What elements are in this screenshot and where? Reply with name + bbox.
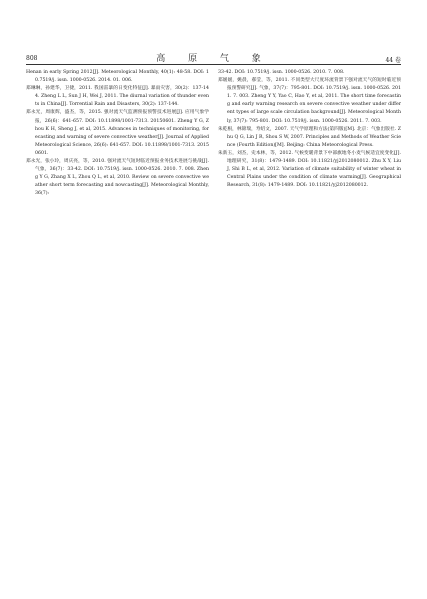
reference-entry: 郑永光，周康辉，盛杰，等，2015. 强对流天气监测预报预警技术进展[J]. 应用气象学报，26(6)：641-657. DOI: 10.11898/1001-7313. 20150601. Zheng Y G, Zhou K H, Sheng J, et al, 2015. Advances in techniques of monitoring, forecasting and warning of severe convective weather[J]. Journal of Applied Meteorological Science, 26(6): 641-657. DOI: 10.11898/1001-7313. 20150601. (26, 110, 209, 156)
reference-entry: 33-42. DOI: 10.7519/j. issn. 1000-0526. 2010. 7. 008. (218, 70, 345, 75)
reference-entry: 郑永光，张小玲，周庆亮，等，2010. 强对流天气短时临近预报业务技术进展与挑战[J]. 气象，36(7)：33-42. DOI: 10.7519/j. issn. 1000-0526. 2010. 7. 008. Zheng Y G, Zhang X L, Zhou Q L, et al, 2010. Review on severe convective weather short term forecasting and nowcasting[J]. Meteorological Monthly, 36(7): (26, 159, 209, 197)
running-header (26, 50, 401, 65)
reference-entry: Henan in early Spring 2012[J]. Meteorological Monthly, 40(1): 48-58. DOI: 10.7519/j. issn. 1000-0526. 2014. 01. 006. (26, 70, 209, 84)
volume-label: 44 卷 (385, 57, 401, 64)
reference-entry: 朱乾根，林锦瑞，寿绍文，2007. 天气学原理和方法(第四版)[M]. 北京：气象出版社. Zhu Q G, Lin J R, Shou S W, 2007. Principles and Methods of Weather Science (Fourth Edition)[M]. Beijing: China Meteorological Press. (218, 126, 401, 148)
reference-entry: 郑媛媛，姚晨，郝莹，等，2011. 不同类型大尺度环流背景下强对流天气的短时临近预报预警研究[J]. 气象，37(7)：795-801. DOI: 10.7519/j. issn. 1000-0526. 2011. 7. 003. Zheng Y Y, Yao C, Hao Y, et al, 2011. The short time forecasting and early warning research on severe convective weather under different types of large scale circulation background[J]. Meteorological Monthly, 37(7): 795-801. DOI: 10.7519/j. issn. 1000-0526. 2011. 7. 003. (218, 78, 401, 124)
reference-entry: 郑琳琳，孙建华，卫捷，2011. 我国雷暴的日变化特征[J]. 暴雨灾害，30(2)：137-144. Zheng L L, Sun J H, Wei J, 2011. The diurnal variation of thunder events in China[J]. Torrential Rain and Disasters, 30(2): 137-144. (26, 86, 209, 108)
reference-entry: 朱新玉，刘杰，史本林，等，2012. 气候变暖背景下中部旗地冬小麦气候适宜度变化[J]. 地理研究，31(8)：1479-1489. DOI: 10.11821/yj2012080012. Zhu X Y, Liu J, Shi B L, et al, 2012. Variation of climate suitability of winter wheat in Central Plains under the condition of climate warming[J]. Geographical Research, 31(8): 1479-1489. DOI: 10.11821/yj2012080012. (218, 150, 401, 189)
journal-title: 高 原 气 象 (156, 54, 271, 64)
left-column (26, 69, 209, 199)
right-column (218, 69, 401, 190)
page-number: 808 (26, 55, 38, 62)
